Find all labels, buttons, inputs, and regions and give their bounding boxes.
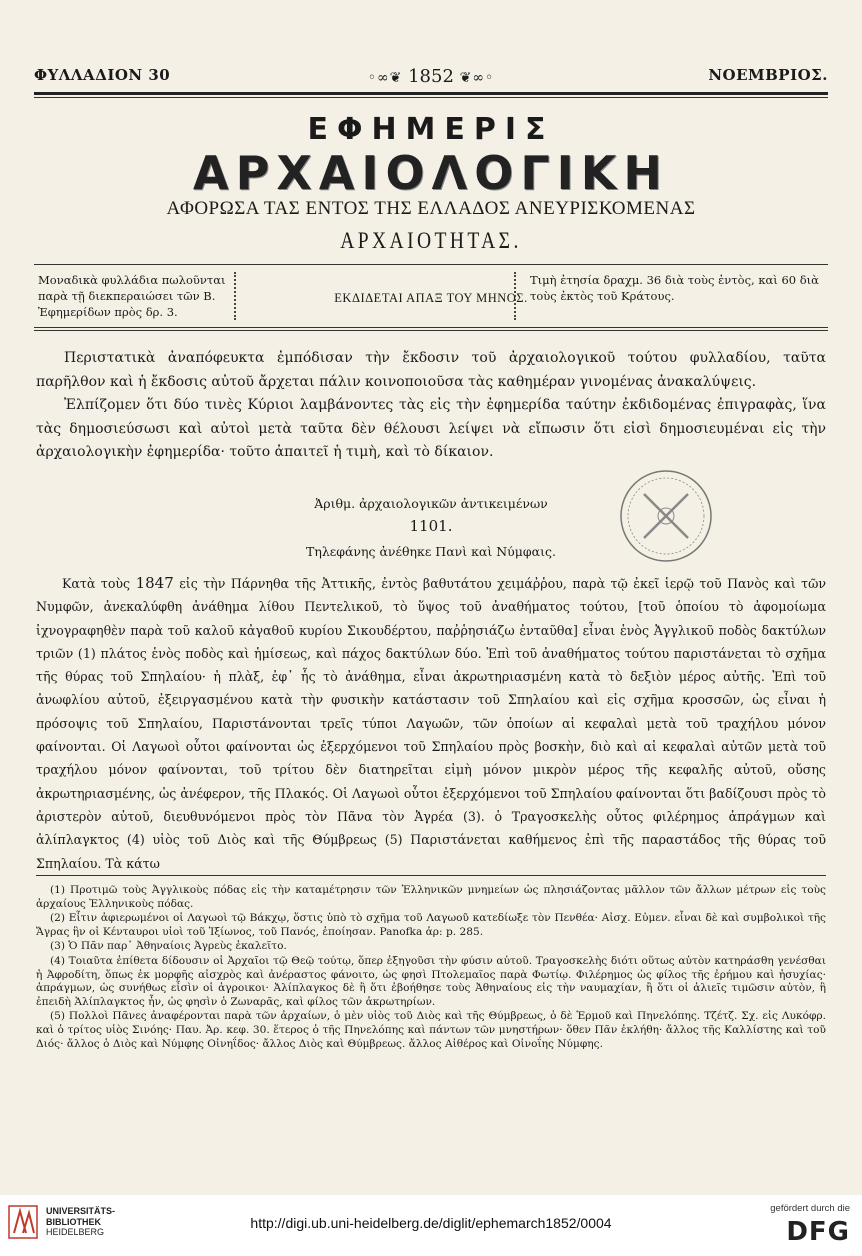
article-label: Ἀριθμ. ἀρχαιολογικῶν ἀντικειμένων [314, 496, 548, 511]
footnote-4: (4) Τοιαῦτα ἐπίθετα δίδουσιν οἱ Ἀρχαῖοι τῷ Θεῷ τούτῳ, ὅπερ ἐξηγοῦσι τὴν φύσιν αὐτοῦ. Τραγοσκελὴς διότι οὕτως αὐτὸν κατηράσθη γενέσθαι ἡ Ἀφροδίτη, ὅπως ἐκ μορφῆς αἰσχρὸς καὶ ἀνέραστος φάνοιτο, ὡς φησὶ Πτολεμαῖος παρὰ Φωτίῳ. Φιλέρημος ὡς φίλος τῆς ἐρήμου καὶ ἡσυχίας· ἀπράγμων, ὡς συνήθως εἶσὶν οἱ ἀγροικοι· Ἀλίπλαγκος δὲ ἢ ὅτι ἐβοήθησε τοὺς Ἀθηναίους εἰς τὴν ναυμαχίαν, ἢ ὅτι οἱ ἁλιεῖς τιμῶσιν αὐτὸν, ἢ ἐπειδὴ Ἁλίπλαγκτος ἦν, ὡς φησὶν ὁ Ζωναρᾶς, καὶ φίλος τῶν ἀκρωτηρίων. [36, 954, 826, 1008]
journal-subtitle-line2: ΑΡΧΑΙΟΤΗΤΑΣ. [340, 228, 522, 253]
masthead-rule-thin [34, 97, 828, 98]
article-caption: Τηλεφάνης ἀνέθηκε Πανὶ καὶ Νύμφαις. [306, 544, 556, 559]
footnote-3: (3) Ὁ Πᾶν παρ᾽ Ἀθηναίοις Ἀγρεὺς ἐκαλεῖτο. [50, 940, 287, 953]
journal-title-line1: ΕΦΗΜΕΡΙΣ [307, 112, 555, 147]
year-label: 1852 [408, 66, 454, 87]
footnote-5: (5) Πολλοὶ Πᾶνες ἀναφέρονται παρὰ τῶν ἀρχαίων, ὁ μὲν υἱὸς τοῦ Διὸς καὶ τῆς Θύμβρεως, ὁ δὲ Ἑρμοῦ καὶ Πηνελόπης. Τζέτζ. Σχ. εἰς Λυκόφρ. καὶ ὁ τρίτος υἱὸς Σινόης· Παυ. Ἀρ. κεφ. 30. ἕτερος ὁ τῆς Πηνελόπης καὶ πάντων τῶν μνηστήρων· ὅθεν Πᾶν ἐκλήθη· ἄλλος τῆς Καλλίστης καὶ τοῦ Διός· ἄλλος ὁ Διὸς καὶ Νύμφης Οἰνηΐδος· ἄλλος Διὸς καὶ Θύμβρεως. ἄλλος Αἰθέρος καὶ Οἰνοΐης Νύμφης. [36, 1010, 826, 1050]
library-city: HEIDELBERG [46, 1227, 105, 1237]
footnote-1: (1) Προτιμῶ τοὺς Ἀγγλικοὺς πόδας εἰς τὴν καταμέτρησιν τῶν Ἑλληνικῶν μνημείων ὡς πλησιάζοντας μᾶλλον τῶν ἄλλων μέτρων εἰς τοὺς ἀρχαίους Ἑλληνικοὺς πόδας. [36, 884, 826, 910]
journal-subtitle: ΑΦΟΡΩΣΑ ΤΑΣ ΕΝΤΟΣ ΤΗΣ ΕΛΛΑΔΟΣ ΑΝΕΥΡΙΣΚΟΜΕΝΑΣ [166, 198, 696, 219]
issue-label: ΦΥΛΛΑΔΙΟΝ 30 [34, 66, 171, 84]
info-separator-right [514, 272, 516, 320]
intro-paragraph-1: Περιστατικὰ ἀναπόφευκτα ἐμπόδισαν τὴν ἔκδοσιν τοῦ ἀρχαιολογικοῦ τούτου φυλλαδίου, ταῦτα παρῆλθον καὶ ἡ ἔκδοσις αὐτοῦ ἄρχεται πάλιν κοινοποιοῦσα τὰς καθημέραν γινομένας ἀνακαλύψεις. [36, 350, 826, 390]
ornament-right-icon: ❦∞◦ [459, 70, 495, 86]
viewer-footer [0, 1195, 862, 1256]
month-label: ΝΟΕΜΒΡΙΟΣ. [708, 66, 828, 84]
article-number: 1101. [409, 517, 453, 535]
body-text: εἰς τὴν Πάρνηθα τῆς Ἀττικῆς, ἐντὸς βαθυτάτου χειμάῤῥου, παρὰ τῷ ἐκεῖ ἱερῷ τοῦ Πανὸς καὶ τῶν Νυμφῶν, ἀνεκαλύφθη ἀνάθημα λίθου Πεντελικοῦ, τὸ ὕψος τοῦ ἀναθήματος τούτου, [τοῦ ὁποίου τὸ ἀφομοίωμα ἰχνογραφηθὲν παρὰ τοῦ καλοῦ κἀγαθοῦ κυρίου Σικουδέρτου, παῤῥησιάζω ἐνταῦθα] εἶναι ἑνὸς Ἀγγλικοῦ ποδὸς δακτύλων τριῶν (1) πλάτος ἑνὸς ποδὸς καὶ ἡμίσεως, καὶ πάχος δακτύλων δύο. Ἐπὶ τοῦ ἀναθήματος τούτου παριστάνεται τὸ σχῆμα τῆς θύρας τοῦ Σπηλαίου· ἡ πλὰξ, ἐφ᾽ ἧς τὸ ἀνάθημα, εἶναι ἀκρωτηριασμένη κατὰ τὸ δεξιὸν μέρος αὐτῆς. Ἐπὶ τοῦ ἀνωφλίου αὐτοῦ, ἐξειργασμένου κατὰ τὴν φυσικὴν κατάστασιν τοῦ Σπηλαίου καὶ εἰς σχῆμα κροσσῶν, ὡς εἶναι ἡ πρόσοψις τοῦ Σπηλαίου, Παριστάνονται τρεῖς τύποι Λαγωῶν, τῶν ὁποίων αἱ κεφαλαὶ μετὰ τοῦ τραχήλου μόνον φαίνονται. Οἱ Λαγωοὶ οὗτοι φαίνονται ὡς ἐξερχόμενοι τοῦ Σπηλαίου πρὸς βοσκὴν, διὸ καὶ αἱ κεφαλαὶ αὐτῶν μετὰ τοῦ τραχήλου μόνον φαίνονται, τοῦ τρίτου δὲν διατηρεῖται εἰμὴ μόνον μικρὸν μέρος τῆς κεφαλῆς αὐτοῦ, οὔσης ἀκρωτηριασμένης, ὡς ἀνέφερον, τῆς Πλακός. Οἱ Λαγωοὶ οὗτοι ἐξερχόμενοι τοῦ Σπηλαίου φαίνονται ὅτι βαδίζουσι πρὸς τὸ ἀριστερὸν αὐτοῦ, διευθυνόμενοι πρὸς τὸν Πᾶνα τὸν Ἀγρέα (3). ὁ Τραγοσκελὴς οὗτος φιλέρημος ἀπράγμων καὶ ἀλίπλαγκτος (4) υἱὸς τοῦ Διὸς καὶ τῆς Θύμβρεως (5) Παριστάνεται καθήμενος ἐπὶ τῆς παραστάδος τῆς θύρας τοῦ Σπηλαίου. Τὰ κάτω [36, 576, 826, 871]
info-right: Τιμὴ ἐτησία δραχμ. 36 διὰ τοὺς ἐντὸς, καὶ 60 διὰ τοὺς ἐκτὸς τοῦ Κράτους. [530, 273, 819, 303]
ornament-left-icon: ◦∞❦ [367, 70, 403, 86]
footnote-rule [36, 875, 826, 876]
intro-section [36, 347, 826, 465]
article-paragraph [36, 572, 826, 875]
masthead [34, 66, 828, 88]
library-name-line1: UNIVERSITÄTS- [46, 1206, 116, 1216]
body-year: 1847 [135, 574, 174, 592]
footnote-2: (2) Εἶτιν ἀφιερωμένοι οἱ Λαγωοὶ τῷ Βάκχῳ, ὅστις ὑπὸ τὸ σχῆμα τοῦ Λαγωοῦ κατεδίωξε τὸν Πενθέα· Αἰσχ. Εὐμεν. εἶναι δὲ καὶ συμβολικοὶ τῆς Ἄγρας ἣν οἱ Κένταυροι υἱοὶ τοῦ Ἰξίωνος, τοῦ Πανός, ἐποίησαν. Panofka ἀρ: p. 285. [36, 912, 826, 938]
permalink-url[interactable]: http://digi.ub.uni-heidelberg.de/diglit/ephemarch1852/0004 [250, 1215, 612, 1231]
info-separator-left [234, 272, 236, 320]
info-left: Μοναδικὰ φυλλάδια πωλοῦνται παρὰ τῇ διεκπεραιώσει τῶν Β. Ἐφημερίδων πρὸς δρ. 3. [38, 273, 226, 319]
body-lead: Κατὰ τοὺς [62, 576, 136, 591]
footnotes [36, 884, 826, 1052]
library-stamp-icon [616, 466, 716, 566]
masthead-rule-thick [34, 92, 828, 95]
header-rule-top [34, 264, 828, 265]
header-rule-bottom-2 [34, 330, 828, 331]
intro-paragraph-2: Ἐλπίζομεν ὅτι δύο τινὲς Κύριοι λαμβάνοντες τὰς εἰς τὴν ἐφημερίδα ταύτην ἐκδιδομένας ἐπιγραφὰς, ἵνα τὰς δημοσιεύσωσι καὶ αὐτοὶ μετὰ ταῦτα δὲν θέλουσι λείψει νὰ εἴπωσιν ὅτι εἰσὶ δημοσιευμέναι εἰς τὴν ἀρχαιολογικὴν ἐφημερίδα· τοῦτο ἀπαιτεῖ ἡ τιμὴ, καὶ τὸ δίκαιον. [36, 397, 826, 461]
info-center: ΕΚΔΙΔΕΤΑΙ ΑΠΑΞ ΤΟΥ ΜΗΝΟΣ. [334, 291, 528, 305]
dfg-logo: DFG [786, 1217, 850, 1247]
header-rule-bottom-1 [34, 327, 828, 328]
library-name-line2: BIBLIOTHEK [46, 1216, 101, 1227]
journal-title-line2: ΑΡΧΑΙΟΛΟΓΙΚΗ [193, 146, 669, 200]
sponsor-label: gefördert durch die [770, 1203, 850, 1214]
article-body [36, 572, 826, 875]
